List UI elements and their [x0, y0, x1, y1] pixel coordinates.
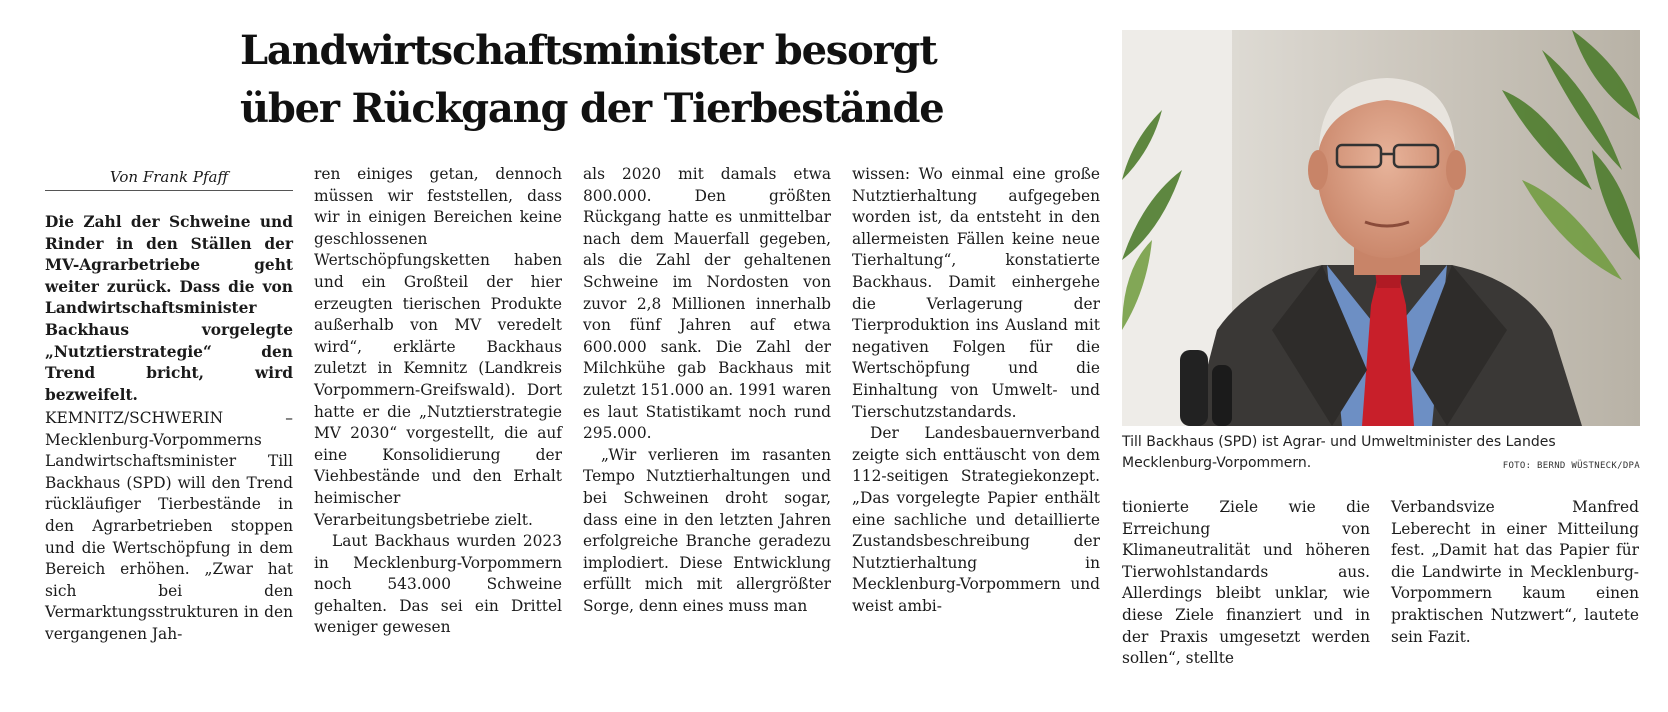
photo-caption: Till Backhaus (SPD) ist Agrar- und Umweltminister des Landes Mecklenburg-Vorpommern.	[1122, 434, 1556, 471]
photo-credit: FOTO: BERND WÜSTNECK/DPA	[1502, 461, 1640, 471]
article-photo	[1122, 30, 1640, 426]
column-3-paragraph-2: „Wir verlieren im rasanten Tempo Nutztierhaltungen und bei Schweinen droht sogar, dass eine in den letzten Jahren erfolgreiche Branche geradezu implodiert. Diese Entwicklung erfüllt mich mit allergrößter Sorge, denn eines muss man	[583, 445, 831, 615]
column-3-paragraph-1: als 2020 mit damals etwa 800.000. Den größten Rückgang hatte es unmittelbar nach dem Mauerfall gegeben, als die Zahl der gehaltenen Schweine im Nordosten von zuvor 2,8 Millionen innerhalb von fünf Jahren auf etwa 600.000 sank. Die Zahl der Milchkühe gab Backhaus mit zuletzt 151.000 an. 1991 waren es laut Statistikamt noch rund 295.000.	[583, 165, 831, 443]
column-2-paragraph-2: Laut Backhaus wurden 2023 in Mecklenburg-Vorpommern noch 543.000 Schweine gehalten. Das sei ein Drittel weniger gewesen	[314, 532, 562, 637]
column-5	[1122, 497, 1370, 670]
column-6	[1391, 497, 1639, 648]
column-6-paragraph-1: Verbandsvize Manfred Leberecht in einer Mitteilung fest. „Damit hat das Papier für die Landwirte in Mecklenburg-Vorpommern kaum einen praktischen Nutzwert“, lautete sein Fazit.	[1391, 498, 1639, 646]
byline: Von Frank Pfaff	[45, 168, 293, 191]
column-4	[852, 164, 1100, 617]
column-1-body: KEMNITZ/SCHWERIN – Mecklenburg-Vorpommerns Landwirtschaftsminister Till Backhaus (SPD) will den Trend rückläufiger Tierbestände in den Agrarbetrieben stoppen und die Wertschöpfung in dem Bereich erhöhen. „Zwar hat sich bei den Vermarktungsstrukturen in den vergangenen Jah-	[45, 409, 293, 643]
headline	[240, 22, 944, 138]
column-2	[314, 164, 562, 639]
column-4-paragraph-2: Der Landesbauernverband zeigte sich enttäuscht von dem 112-seitigen Strategiekonzept. „Das vorgelegte Papier enthält eine sachliche und detaillierte Zustandsbeschreibung der Nutztierhaltung in Mecklenburg-Vorpommern und weist ambi-	[852, 424, 1100, 615]
portrait-illustration	[1122, 30, 1640, 426]
column-3	[583, 164, 831, 617]
headline-line-2: über Rückgang der Tierbestände	[240, 85, 944, 132]
column-2-paragraph-1: ren einiges getan, dennoch müssen wir feststellen, dass wir in einigen Bereichen keine geschlossenen Wertschöpfungsketten haben und ein Großteil der hier erzeugten tierischen Produkte außerhalb von MV veredelt wird“, erklärte Backhaus zuletzt in Kemnitz (Landkreis Vorpommern-Greifswald). Dort hatte er die „Nutztierstrategie MV 2030“ vorgestellt, die auf eine Konsolidierung der Viehbestände und den Erhalt heimischer Verarbeitungsbetriebe zielt.	[314, 165, 562, 529]
column-4-paragraph-1: wissen: Wo einmal eine große Nutztierhaltung aufgegeben worden ist, da entsteht in den allermeisten Fällen keine neue Tierhaltung“, konstatierte Backhaus. Damit einhergehe die Verlagerung der Tierproduktion ins Ausland mit negativen Folgen für die Wertschöpfung und die Einhaltung von Umwelt- und Tierschutzstandards.	[852, 165, 1100, 421]
lead-paragraph: Die Zahl der Schweine und Rinder in den Ställen der MV-Agrarbetriebe geht weiter zurück. Dass die von Landwirtschaftsminister Backhaus vorgelegte „Nutztierstrategie“ den Trend bricht, wird bezweifelt.	[45, 213, 293, 404]
headline-line-1: Landwirtschaftsminister besorgt	[240, 27, 937, 74]
column-5-paragraph-1: tionierte Ziele wie die Erreichung von Klimaneutralität und höheren Tierwohlstandards aus. Allerdings bleibt unklar, wie diese Ziele finanziert und in der Praxis umgesetzt werden sollen“, stellte	[1122, 498, 1370, 668]
